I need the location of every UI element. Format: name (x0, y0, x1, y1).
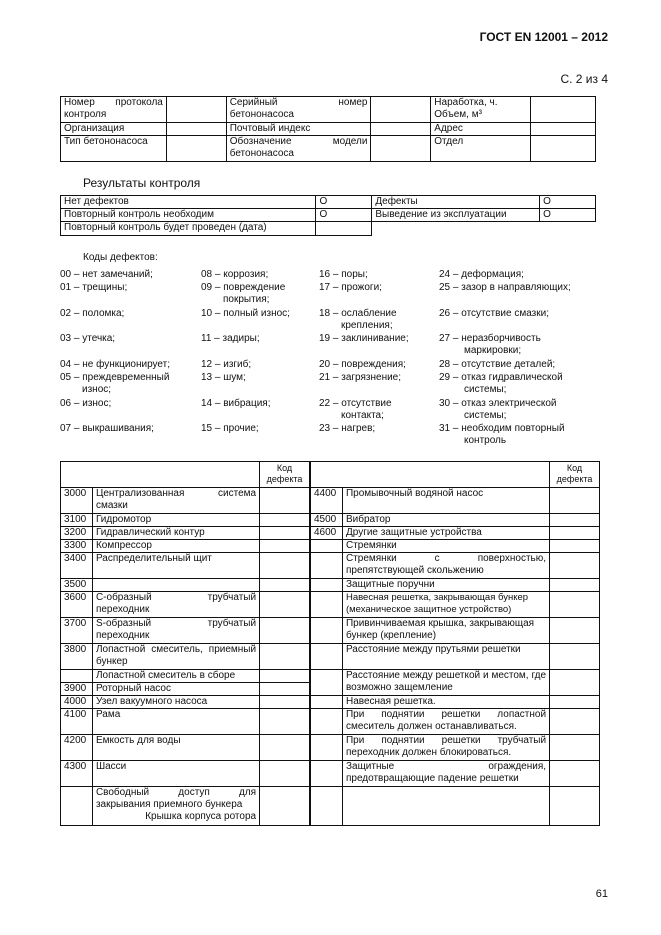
code-30: 30 – отказ электрической системы; (439, 398, 557, 421)
defect-code-cell[interactable] (550, 644, 600, 670)
component-name: Лопастной смеситель в сборе (92, 670, 259, 683)
defect-code-cell[interactable] (260, 735, 310, 761)
component-num (311, 579, 343, 592)
code-20: 20 – повреждения; (319, 359, 406, 370)
defect-code-cell[interactable] (260, 579, 310, 592)
code-25: 25 – зазор в направляющих; (439, 282, 571, 293)
code-26: 26 – отсутствие смазки; (439, 308, 549, 319)
component-name: Шасси (92, 761, 259, 787)
component-num (311, 761, 343, 787)
info-serial-value[interactable] (371, 97, 431, 123)
code-18: 18 – ослабление крепления; (319, 308, 397, 331)
defect-code-cell[interactable] (260, 592, 310, 618)
defect-code-cell[interactable] (550, 553, 600, 579)
code-04: 04 – не функционирует; (60, 359, 171, 370)
defect-code-cell[interactable] (550, 579, 600, 592)
defect-code-cell[interactable] (260, 540, 310, 553)
component-name: Стремянки (342, 540, 549, 553)
code-21: 21 – загрязнение; (319, 372, 402, 383)
component-name: Промывочный водяной насос (342, 488, 549, 514)
standard-header: ГОСТ EN 12001 – 2012 (479, 30, 608, 44)
component-name: С-образный трубчатый переходник (92, 592, 259, 618)
component-num: 4100 (61, 709, 93, 735)
recheck-needed-label: Повторный контроль необходим (61, 209, 316, 222)
info-protocol-label: Номер протокола контроля (61, 97, 167, 123)
code-10: 10 – полный износ; (201, 308, 290, 319)
recheck-needed-checkbox[interactable]: O (316, 209, 372, 222)
code-02: 02 – поломка; (60, 308, 125, 319)
defect-code-cell[interactable] (260, 644, 310, 670)
code-00: 00 – нет замечаний; (60, 269, 153, 280)
component-num (311, 709, 343, 735)
component-name: Емкость для воды (92, 735, 259, 761)
code-28: 28 – отсутствие деталей; (439, 359, 556, 370)
code-23: 23 – нагрев; (319, 423, 376, 434)
component-num (61, 787, 93, 826)
recheck-date-value[interactable] (316, 222, 372, 236)
components-table-right (310, 461, 600, 826)
code-05: 05 – преждевременный износ; (60, 372, 170, 395)
defect-code-cell[interactable] (260, 683, 310, 696)
code-09: 09 – повреждение покрытия; (201, 282, 286, 305)
code-16: 16 – поры; (319, 269, 368, 280)
defect-code-cell[interactable] (260, 761, 310, 787)
component-name: Привинчиваемая крышка, закрывающая бункер (крепление) (342, 618, 549, 644)
component-name: Другие защитные устройства (342, 527, 549, 540)
component-num: 3500 (61, 579, 93, 592)
component-name: Централизованная система смазки (92, 488, 259, 514)
component-name: Гидравлический контур (92, 527, 259, 540)
info-model-label: Обозначение модели бетононасоса (226, 136, 371, 162)
component-name: Расстояние между прутьями решетки (342, 644, 549, 670)
info-address-value[interactable] (531, 123, 596, 136)
defect-code-cell[interactable] (260, 618, 310, 644)
defect-code-cell[interactable] (260, 787, 310, 826)
component-name: Навесная решетка. (342, 696, 549, 709)
component-num: 3600 (61, 592, 93, 618)
component-num: 3100 (61, 514, 93, 527)
defect-code-cell[interactable] (550, 761, 600, 787)
code-29: 29 – отказ гидравлической системы; (439, 372, 563, 395)
no-defects-label: Нет дефектов (61, 196, 316, 209)
defect-code-cell[interactable] (550, 618, 600, 644)
defect-code-cell[interactable] (550, 592, 600, 618)
component-num: 3800 (61, 644, 93, 670)
defect-code-cell[interactable] (260, 527, 310, 540)
defect-code-cell[interactable] (550, 527, 600, 540)
component-name: Рама (92, 709, 259, 735)
code-header-left: Код дефекта (260, 462, 310, 488)
info-org-label: Организация (61, 123, 167, 136)
component-num: 4000 (61, 696, 93, 709)
info-model-value[interactable] (371, 136, 431, 162)
component-num: 3700 (61, 618, 93, 644)
defect-code-cell[interactable] (260, 709, 310, 735)
code-27: 27 – неразборчивость маркировки; (439, 333, 541, 356)
component-num: 3400 (61, 553, 93, 579)
component-num: 3900 (61, 683, 93, 696)
info-address-label: Адрес (431, 123, 531, 136)
defects-label: Дефекты (372, 196, 540, 209)
component-num (311, 618, 343, 644)
component-num (311, 696, 343, 709)
component-name: Вибратор (342, 514, 549, 527)
info-protocol-value[interactable] (166, 97, 226, 123)
code-19: 19 – заклинивание; (319, 333, 409, 344)
component-num (311, 553, 343, 579)
defect-code-cell[interactable] (260, 488, 310, 514)
code-15: 15 – прочие; (201, 423, 259, 434)
code-11: 11 – задиры; (201, 333, 260, 344)
component-name: Защитные поручни (342, 579, 549, 592)
code-12: 12 – изгиб; (201, 359, 252, 370)
component-name: Узел вакуумного насоса (92, 696, 259, 709)
component-name: Защитные ограждения, предотвращающие падение решетки (342, 761, 549, 787)
component-name: Гидромотор (92, 514, 259, 527)
component-num (311, 540, 343, 553)
defect-code-cell[interactable] (550, 670, 600, 696)
info-hours-label: Наработка, ч. Объем, м³ (431, 97, 531, 123)
component-num (311, 592, 343, 618)
info-dept-value[interactable] (531, 136, 596, 162)
component-num: 4300 (61, 761, 93, 787)
component-name: Навесная решетка, закрывающая бункер (механическое защитное устройство) (342, 592, 549, 618)
component-name (92, 579, 259, 592)
component-num: 4500 (311, 514, 343, 527)
defect-code-cell[interactable] (550, 696, 600, 709)
code-31: 31 – необходим повторный контроль (439, 423, 565, 446)
code-14: 14 – вибрация; (201, 398, 271, 409)
no-defects-checkbox[interactable]: O (316, 196, 372, 209)
defect-code-cell[interactable] (550, 488, 600, 514)
component-name: При поднятии решетки трубчатый переходник должен блокироваться. (342, 735, 549, 761)
out-of-service-label: Выведение из эксплуатации (372, 209, 540, 222)
component-num: 3200 (61, 527, 93, 540)
code-header-right: Код дефекта (550, 462, 600, 488)
code-17: 17 – прожоги; (319, 282, 382, 293)
component-name: Роторный насос (92, 683, 259, 696)
defects-checkbox[interactable]: O (540, 196, 596, 209)
info-zip-value[interactable] (371, 123, 431, 136)
code-13: 13 – шум; (201, 372, 246, 383)
component-num: 3000 (61, 488, 93, 514)
component-num: 3300 (61, 540, 93, 553)
component-name: Стремянки с поверхностью, препятствующей скольжению (342, 553, 549, 579)
component-num (311, 735, 343, 761)
info-hours-value[interactable] (531, 97, 596, 123)
sheet-number: С. 2 из 4 (560, 72, 608, 86)
component-num (311, 644, 343, 670)
defect-code-cell[interactable] (550, 709, 600, 735)
out-of-service-checkbox[interactable]: O (540, 209, 596, 222)
code-22: 22 – отсутствие контакта; (319, 398, 392, 421)
info-serial-label: Серийный номер бетононасоса (226, 97, 371, 123)
code-08: 08 – коррозия; (201, 269, 269, 280)
recheck-date-label: Повторный контроль будет проведен (дата) (61, 222, 316, 236)
defect-code-cell[interactable] (550, 787, 600, 826)
code-06: 06 – износ; (60, 398, 112, 409)
code-01: 01 – трещины; (60, 282, 128, 293)
component-name: Распределительный щит (92, 553, 259, 579)
defect-codes-title: Коды дефектов: (83, 252, 158, 263)
component-name-multi: Свободный доступ для закрывания приемного бункера Крышка корпуса ротора (92, 787, 259, 826)
component-num: 4600 (311, 527, 343, 540)
page-number: 61 (595, 888, 608, 900)
defect-code-cell[interactable] (260, 514, 310, 527)
code-07: 07 – выкрашивания; (60, 423, 154, 434)
info-table (60, 96, 596, 162)
defect-code-cell[interactable] (550, 514, 600, 527)
component-name: Лопастной смеситель, приемный бункер (92, 644, 259, 670)
info-org-value[interactable] (166, 123, 226, 136)
component-num: 4200 (61, 735, 93, 761)
defect-code-cell[interactable] (550, 540, 600, 553)
component-num (61, 670, 93, 683)
component-name: Расстояние между решеткой и местом, где возможно защемление (342, 670, 549, 696)
defect-code-cell[interactable] (260, 553, 310, 579)
component-num (311, 670, 343, 696)
component-name: При поднятии решетки лопастной смеситель должен останавливаться. (342, 709, 549, 735)
component-name: S-образный трубчатый переходник (92, 618, 259, 644)
results-table (60, 195, 596, 236)
defect-code-cell[interactable] (260, 670, 310, 683)
info-zip-label: Почтовый индекс (226, 123, 371, 136)
defect-code-cell[interactable] (550, 735, 600, 761)
results-title: Результаты контроля (83, 176, 201, 190)
code-24: 24 – деформация; (439, 269, 524, 280)
component-name: Компрессор (92, 540, 259, 553)
components-table-left (60, 461, 310, 826)
info-type-label: Тип бетононасоса (61, 136, 167, 162)
info-type-value[interactable] (166, 136, 226, 162)
defect-code-cell[interactable] (260, 696, 310, 709)
component-num: 4400 (311, 488, 343, 514)
info-dept-label: Отдел (431, 136, 531, 162)
code-03: 03 – утечка; (60, 333, 116, 344)
